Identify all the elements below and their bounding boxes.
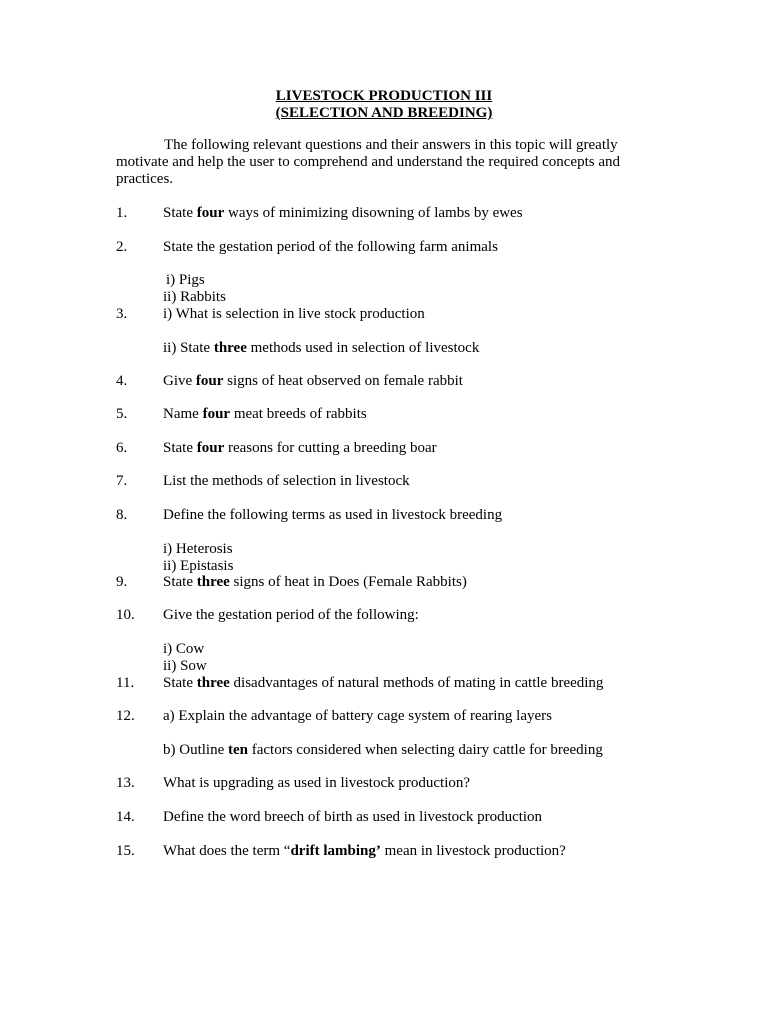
question-13 xyxy=(116,775,470,792)
question-text: State the gestation period of the following farm animals xyxy=(163,239,498,255)
question-number: 12. xyxy=(116,708,135,724)
question-number: 7. xyxy=(116,473,128,489)
question-4 xyxy=(116,373,463,390)
question-text: Give the gestation period of the following: xyxy=(163,607,419,623)
question-text: What is upgrading as used in livestock production? xyxy=(163,775,471,791)
sub-item: ii) Rabbits xyxy=(163,289,226,305)
question-number: 10. xyxy=(116,607,135,623)
question-9 xyxy=(116,574,467,591)
question-number: 9. xyxy=(116,574,128,590)
question-12 xyxy=(116,708,552,725)
question-number: 5. xyxy=(116,406,128,422)
question-emphasis: three xyxy=(196,574,230,590)
question-3-part-ii xyxy=(163,340,479,357)
question-text: factors considered when selecting dairy cattle for breeding xyxy=(248,742,603,758)
question-12-part-b xyxy=(163,742,603,759)
question-5 xyxy=(116,406,367,423)
question-number: 3. xyxy=(116,306,128,322)
question-emphasis: ten xyxy=(228,742,248,758)
question-number: 15. xyxy=(116,843,135,859)
question-number: 11. xyxy=(116,675,135,691)
question-emphasis: four xyxy=(196,205,225,221)
question-text: signs of heat observed on female rabbit xyxy=(223,373,463,389)
question-text: State xyxy=(163,205,197,221)
question-text: ii) State xyxy=(163,340,214,356)
question-text: State xyxy=(163,440,197,456)
question-number: 13. xyxy=(116,775,135,791)
question-text: Define the word breech of birth as used in livestock production xyxy=(163,809,543,825)
question-emphasis: four xyxy=(195,373,224,389)
question-text: methods used in selection of livestock xyxy=(246,340,480,356)
question-14 xyxy=(116,809,542,826)
question-number: 4. xyxy=(116,373,128,389)
sub-item: ii) Sow xyxy=(163,658,207,674)
question-text: b) Outline xyxy=(163,742,228,758)
question-text: State xyxy=(163,675,197,691)
question-emphasis: four xyxy=(196,440,225,456)
question-text: List the methods of selection in livestock xyxy=(163,473,410,489)
question-emphasis: three xyxy=(213,340,247,356)
question-text: i) What is selection in live stock production xyxy=(163,306,425,322)
question-text: disadvantages of natural methods of mating in cattle breeding xyxy=(229,675,604,691)
document-title: LIVESTOCK PRODUCTION III xyxy=(275,88,493,104)
sub-item: i) Heterosis xyxy=(163,541,233,557)
question-text: Name xyxy=(163,406,203,422)
question-text: reasons for cutting a breeding boar xyxy=(224,440,437,456)
question-10 xyxy=(116,607,419,624)
intro-paragraph xyxy=(116,137,656,188)
question-text: mean in livestock production? xyxy=(380,843,566,859)
question-11 xyxy=(116,675,603,692)
intro-text: The following relevant questions and their answers in this topic will greatly motivate and help the user to comprehend and understand the required concepts and practices. xyxy=(116,137,620,187)
question-text: Give xyxy=(163,373,196,389)
question-emphasis: four xyxy=(202,406,231,422)
question-text: ways of minimizing disowning of lambs by ewes xyxy=(224,205,523,221)
question-8 xyxy=(116,507,502,524)
question-emphasis: drift lambing’ xyxy=(290,843,381,859)
sub-item: i) Cow xyxy=(163,641,205,657)
sub-item: ii) Epistasis xyxy=(163,558,234,574)
question-number: 8. xyxy=(116,507,128,523)
question-15 xyxy=(116,843,566,860)
question-6 xyxy=(116,440,437,457)
question-2 xyxy=(116,239,498,256)
question-text: signs of heat in Does (Female Rabbits) xyxy=(229,574,467,590)
question-number: 14. xyxy=(116,809,135,825)
document-subtitle: (SELECTION AND BREEDING) xyxy=(275,105,493,121)
question-text: meat breeds of rabbits xyxy=(230,406,367,422)
question-7 xyxy=(116,473,410,490)
question-text: Define the following terms as used in livestock breeding xyxy=(163,507,503,523)
question-number: 1. xyxy=(116,205,128,221)
question-number: 2. xyxy=(116,239,128,255)
question-number: 6. xyxy=(116,440,128,456)
question-1 xyxy=(116,205,523,222)
question-text: What does the term “ xyxy=(163,843,291,859)
question-3 xyxy=(116,306,425,323)
question-emphasis: three xyxy=(196,675,230,691)
question-text: a) Explain the advantage of battery cage system of rearing layers xyxy=(163,708,552,724)
question-text: State xyxy=(163,574,197,590)
sub-item: i) Pigs xyxy=(166,272,205,288)
